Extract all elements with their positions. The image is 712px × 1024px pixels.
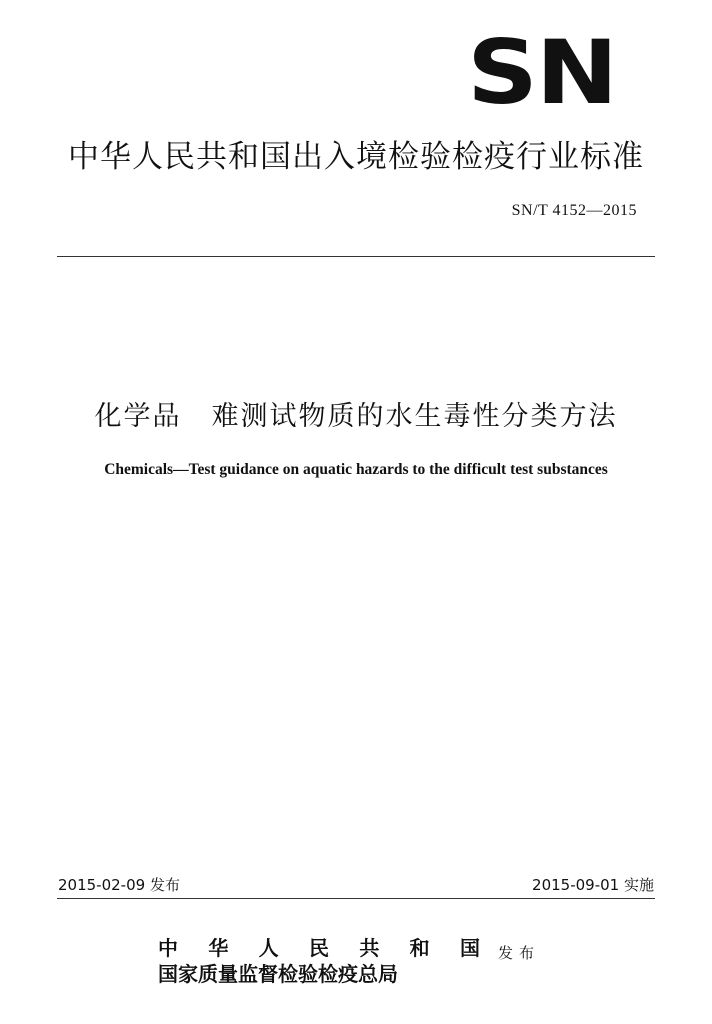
standard-code: SN/T 4152—2015 bbox=[511, 202, 637, 219]
sn-logo bbox=[467, 21, 616, 124]
issuer-country-char: 人 bbox=[258, 936, 279, 960]
sn-logo-text: SN bbox=[467, 21, 616, 124]
issuer-country-char: 共 bbox=[359, 936, 380, 960]
issuer-block bbox=[158, 932, 558, 992]
implementation-date: 2015-09-01 实施 bbox=[532, 876, 654, 894]
agency-header: 中华人民共和国出入境检验检疫行业标准 bbox=[68, 139, 644, 175]
issuer-country-char: 和 bbox=[409, 936, 430, 960]
issuer-country-char: 华 bbox=[208, 936, 229, 960]
issuer-agency: 国家质量监督检验检疫总局 bbox=[158, 962, 398, 986]
english-title: Chemicals—Test guidance on aquatic hazards to the difficult test substances bbox=[104, 461, 608, 478]
chinese-title-part2: 难测试物质的水生毒性分类方法 bbox=[211, 401, 618, 432]
bottom-divider bbox=[57, 898, 655, 899]
top-divider bbox=[57, 256, 655, 257]
chinese-title bbox=[0, 394, 712, 433]
issuer-country-char: 中 bbox=[158, 936, 178, 960]
issue-date: 2015-02-09 发布 bbox=[58, 876, 180, 894]
issuer-country bbox=[158, 932, 480, 961]
chinese-title-part1: 化学品 bbox=[94, 401, 182, 432]
issuer-country-char: 民 bbox=[308, 936, 329, 960]
issuer-action: 发布 bbox=[498, 944, 541, 962]
issuer-country-char: 国 bbox=[459, 936, 480, 960]
